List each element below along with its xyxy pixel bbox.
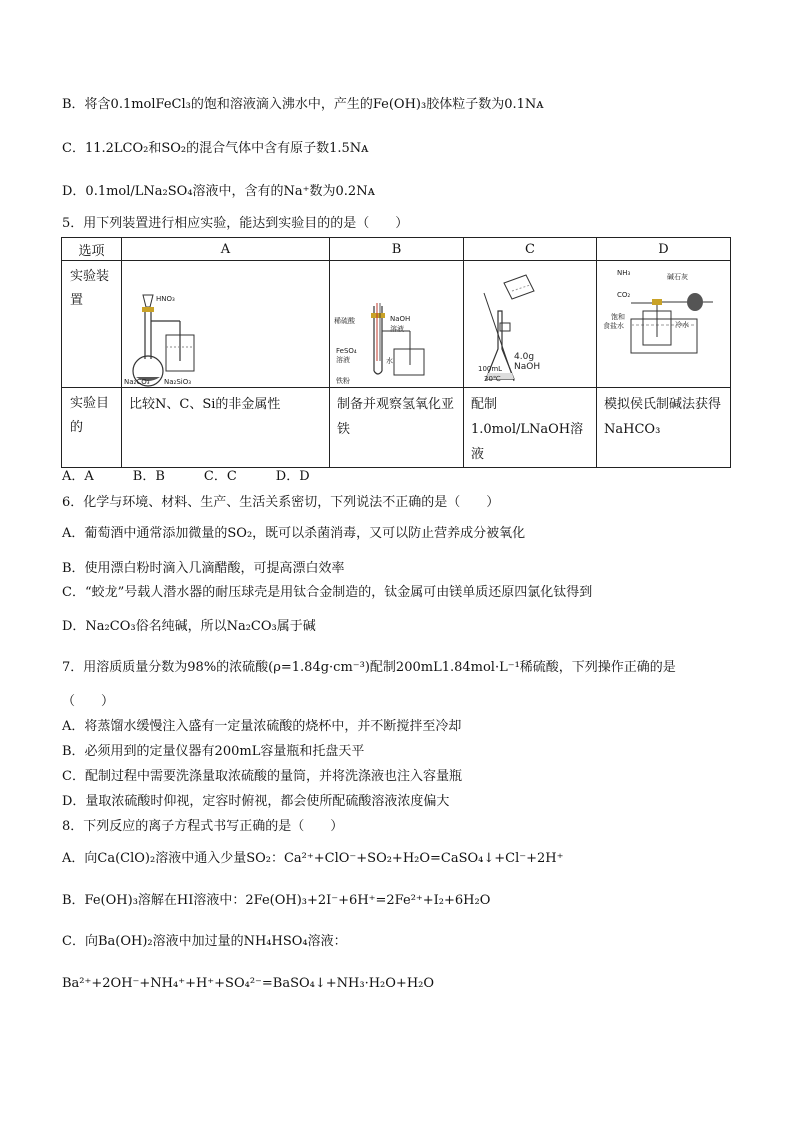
label-soda-lime: 碱石灰 (667, 273, 688, 281)
q6-option-b: B．使用漂白粉时滴入几滴醋酸，可提高漂白效率 (62, 561, 345, 576)
q4-option-c: C．11.2LCO₂和SO₂的混合气体中含有原子数1.5Nᴀ (62, 141, 369, 156)
label-co2: CO₂ (617, 291, 631, 299)
label-na2co3: Na₂CO₃ (124, 378, 150, 386)
q8-option-a: A．向Ca(ClO)₂溶液中通入少量SO₂：Ca²⁺+ClO⁻+SO₂+H₂O=CaSO₄↓+Cl⁻+2H⁺ (62, 851, 564, 866)
label-na2sio3: Na₂SiO₃ (164, 378, 192, 386)
label-naoh-solid: NaOH (514, 362, 541, 372)
q8-stem: 8．下列反应的离子方程式书写正确的是（ ） (62, 819, 344, 834)
q6-stem: 6．化学与环境、材料、生产、生活关系密切，下列说法不正确的是（ ） (62, 495, 500, 510)
q5-options: A．A B．B C．C D．D (62, 469, 310, 484)
label-water: 水 (386, 357, 393, 365)
table-header-row (62, 238, 731, 261)
label-temperature: 20℃ (484, 375, 501, 383)
header-a: A (122, 238, 330, 261)
label-naoh-soln: 溶液 (390, 325, 404, 333)
label-naoh: NaOH (390, 315, 411, 323)
q6-option-d: D．Na₂CO₃俗名纯碱，所以Na₂CO₃属于碱 (62, 619, 316, 634)
q4-option-d: D．0.1mol/LNa₂SO₄溶液中，含有的Na⁺数为0.2Nᴀ (62, 184, 375, 199)
purpose-row (62, 388, 731, 468)
row-label-purpose: 实验目的 (62, 388, 122, 468)
label-cold-water: 冷水 (675, 321, 689, 329)
apparatus-d-figure (597, 261, 729, 387)
label-iron-powder: 铁粉 (336, 377, 350, 385)
apparatus-c (464, 261, 597, 388)
apparatus-row (62, 261, 731, 388)
row-label-apparatus: 实验装置 (62, 261, 122, 388)
header-c: C (464, 238, 597, 261)
q7-stem: 7．用溶质质量分数为98%的浓硫酸(ρ=1.84g·cm⁻³)配制200mL1.84mol·L⁻¹稀硫酸，下列操作正确的是 (62, 660, 676, 675)
label-nh3: NH₃ (617, 269, 631, 277)
header-b: B (330, 238, 464, 261)
q7-option-c: C．配制过程中需要洗涤量取浓硫酸的量筒，并将洗涤液也注入容量瓶 (62, 769, 462, 784)
q7-paren: （ ） (62, 694, 115, 709)
label-feso4-soln: 溶液 (336, 356, 350, 364)
q6-option-c: C．“蛟龙”号载人潜水器的耐压球壳是用钛合金制造的，钛金属可由镁单质还原四氯化钛得到 (62, 585, 593, 600)
apparatus-a (122, 261, 330, 388)
label-dilute-h2so4: 稀硫酸 (334, 317, 355, 325)
label-feso4: FeSO₄ (336, 347, 357, 355)
purpose-a: 比较N、C、Si的非金属性 (122, 388, 330, 468)
q7-option-b: B．必须用到的定量仪器有200mL容量瓶和托盘天平 (62, 744, 365, 759)
q5-stem: 5．用下列装置进行相应实验，能达到实验目的的是（ ） (62, 216, 409, 231)
label-saturated: 饱和 (611, 313, 625, 321)
apparatus-b (330, 261, 464, 388)
purpose-c: 配制1.0mol/LNaOH溶液 (464, 388, 597, 468)
purpose-b: 制备并观察氢氧化亚铁 (330, 388, 464, 468)
q6-option-a: A．葡萄酒中通常添加微量的SO₂，既可以杀菌消毒，又可以防止营养成分被氧化 (62, 526, 526, 541)
label-100ml: 100mL (478, 365, 503, 373)
apparatus-c-figure (464, 261, 595, 387)
label-brine: 食盐水 (603, 322, 624, 330)
header-option: 选项 (62, 238, 122, 261)
apparatus-b-figure (330, 261, 462, 387)
experiment-table (61, 237, 731, 468)
label-mass: 4.0g (514, 352, 535, 362)
label-hno3: HNO₃ (156, 295, 175, 303)
q8-option-c: C．向Ba(OH)₂溶液中加过量的NH₄HSO₄溶液： (62, 934, 347, 949)
apparatus-d (597, 261, 731, 388)
q7-option-a: A．将蒸馏水缓慢注入盛有一定量浓硫酸的烧杯中，并不断搅拌至冷却 (62, 719, 462, 734)
q4-option-b: B．将含0.1molFeCl₃的饱和溶液滴入沸水中，产生的Fe(OH)₃胶体粒子数为0.1Nᴀ (62, 97, 544, 112)
purpose-d: 模拟侯氏制碱法获得NaHCO₃ (597, 388, 731, 468)
q8-option-c-equation: Ba²⁺+2OH⁻+NH₄⁺+H⁺+SO₄²⁻=BaSO₄↓+NH₃·H₂O+H₂O (62, 976, 435, 991)
q7-option-d: D．量取浓硫酸时仰视，定容时俯视，都会使所配硫酸溶液浓度偏大 (62, 794, 450, 809)
header-d: D (597, 238, 731, 261)
q8-option-b: B．Fe(OH)₃溶解在HI溶液中：2Fe(OH)₃+2I⁻+6H⁺=2Fe²⁺+I₂+6H₂O (62, 893, 491, 908)
apparatus-a-figure (122, 261, 328, 387)
